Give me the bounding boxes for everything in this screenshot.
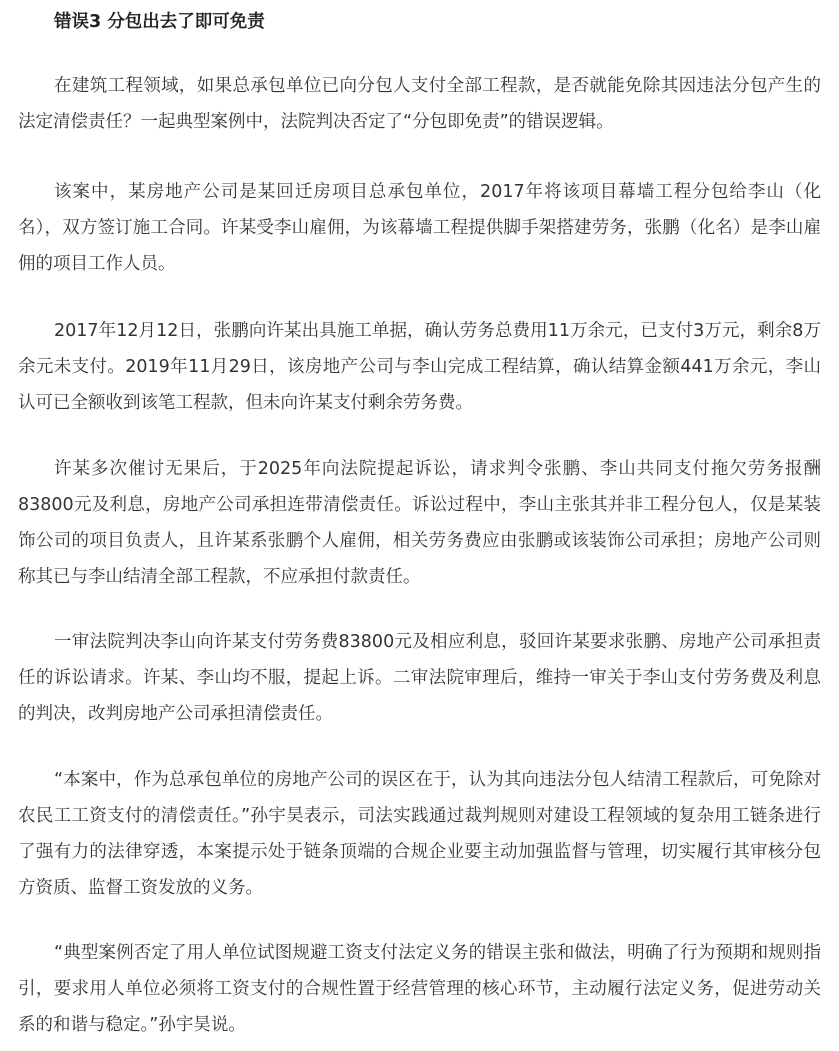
paragraph-case-background: 该案中，某房地产公司是某回迁房项目总承包单位，2017年将该项目幕墙工程分包给李山（化名），双方签订施工合同。许某受李山雇佣，为该幕墙工程提供脚手架搭建劳务，张鹏（化名）是李山雇佣的项目工作人员。 xyxy=(18,182,821,274)
section-heading: 错误3 分包出去了即可免责 xyxy=(54,12,265,32)
paragraph-intro: 在建筑工程领域，如果总承包单位已向分包人支付全部工程款，是否就能免除其因违法分包产生的法定清偿责任？一起典型案例中，法院判决否定了“分包即免责”的错误逻辑。 xyxy=(18,76,821,132)
paragraph-judgment: 一审法院判决李山向许某支付劳务费83800元及相应利息，驳回许某要求张鹏、房地产公司承担责任的诉讼请求。许某、李山均不服，提起上诉。二审法院审理后，维持一审关于李山支付劳务费及利息的判决，改判房地产公司承担清偿责任。 xyxy=(18,632,821,724)
paragraph-lawsuit: 许某多次催讨无果后，于2025年向法院提起诉讼，请求判令张鹏、李山共同支付拖欠劳务报酬83800元及利息，房地产公司承担连带清偿责任。诉讼过程中，李山主张其并非工程分包人，仅是某装饰公司的项目负责人，且许某系张鹏个人雇佣，相关劳务费应由张鹏或该装饰公司承担；房地产公司则称其已与李山结清全部工程款，不应承担付款责任。 xyxy=(18,459,821,587)
article-body xyxy=(18,0,821,1035)
paragraph-payment-facts: 2017年12月12日，张鹏向许某出具施工单据，确认劳务总费用11万余元，已支付3万元，剩余8万余元未支付。2019年11月29日，该房地产公司与李山完成工程结算，确认结算金额441万余元，李山认可已全额收到该笔工程款，但未向许某支付剩余劳务费。 xyxy=(18,321,821,413)
paragraph-conclusion-quote: “典型案例否定了用人单位试图规避工资支付法定义务的错误主张和做法，明确了行为预期和规则指引，要求用人单位必须将工资支付的合规性置于经营管理的核心环节，主动履行法定义务，促进劳动关系的和谐与稳定。”孙宇昊说。 xyxy=(18,943,821,1035)
paragraph-expert-quote: “本案中，作为总承包单位的房地产公司的误区在于，认为其向违法分包人结清工程款后，可免除对农民工工资支付的清偿责任。”孙宇昊表示，司法实践通过裁判规则对建设工程领域的复杂用工链条进行了强有力的法律穿透，本案提示处于链条顶端的合规企业要主动加强监督与管理，切实履行其审核分包方资质、监督工资发放的义务。 xyxy=(18,770,821,898)
